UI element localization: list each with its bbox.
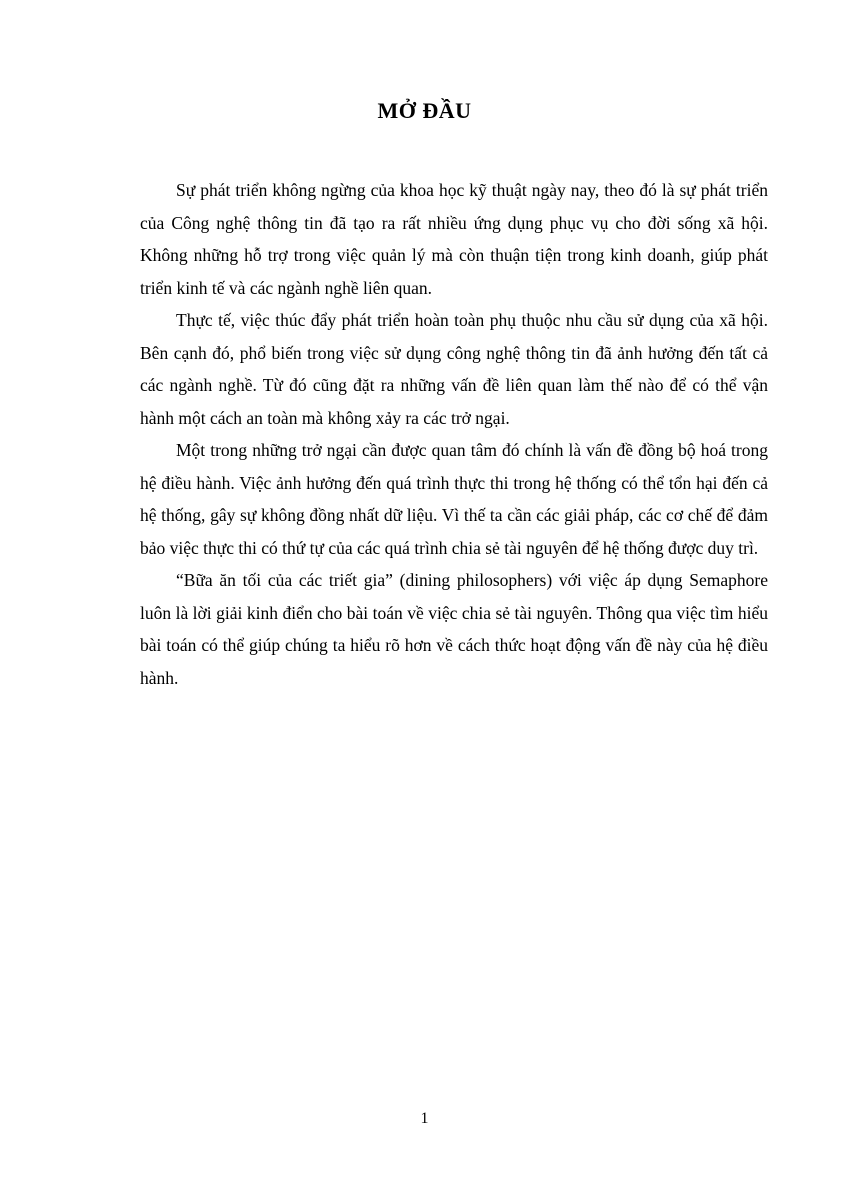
paragraph-synchronization: Một trong những trở ngại cần được quan tâm đó chính là vấn đề đồng bộ hoá trong hệ điều hành. Việc ảnh hưởng đến quá trình thực thi trong hệ thống có thể tổn hại đến cả hệ thống, gây sự không đồng nhất dữ liệu. Vì thế ta cần các giải pháp, các cơ chế để đảm bảo việc thực thi có thứ tự của các quá trình chia sẻ tài nguyên để hệ thống được duy trì. xyxy=(140,440,768,558)
page-number: 1 xyxy=(420,1110,429,1127)
paragraph-reality: Thực tế, việc thúc đẩy phát triển hoàn toàn phụ thuộc nhu cầu sử dụng của xã hội. Bên cạnh đó, phổ biến trong việc sử dụng công nghệ thông tin đã ảnh hưởng đến tất cả các ngành nghề. Từ đó cũng đặt ra những vấn đề liên quan làm thế nào để có thể vận hành một cách an toàn mà không xảy ra các trở ngại. xyxy=(140,310,768,428)
page-title: MỞ ĐẦU xyxy=(377,98,472,123)
document-body xyxy=(140,174,768,694)
paragraph-dining-philosophers: “Bữa ăn tối của các triết gia” (dining philosophers) với việc áp dụng Semaphore luôn là lời giải kinh điển cho bài toán về việc chia sẻ tài nguyên. Thông qua việc tìm hiểu bài toán có thể giúp chúng ta hiểu rõ hơn về cách thức hoạt động vấn đề này của hệ điều hành. xyxy=(140,570,768,688)
paragraph-intro: Sự phát triển không ngừng của khoa học kỹ thuật ngày nay, theo đó là sự phát triển của Công nghệ thông tin đã tạo ra rất nhiều ứng dụng phục vụ cho đời sống xã hội. Không những hỗ trợ trong việc quản lý mà còn thuận tiện trong kinh doanh, giúp phát triển kinh tế và các ngành nghề liên quan. xyxy=(140,180,768,298)
